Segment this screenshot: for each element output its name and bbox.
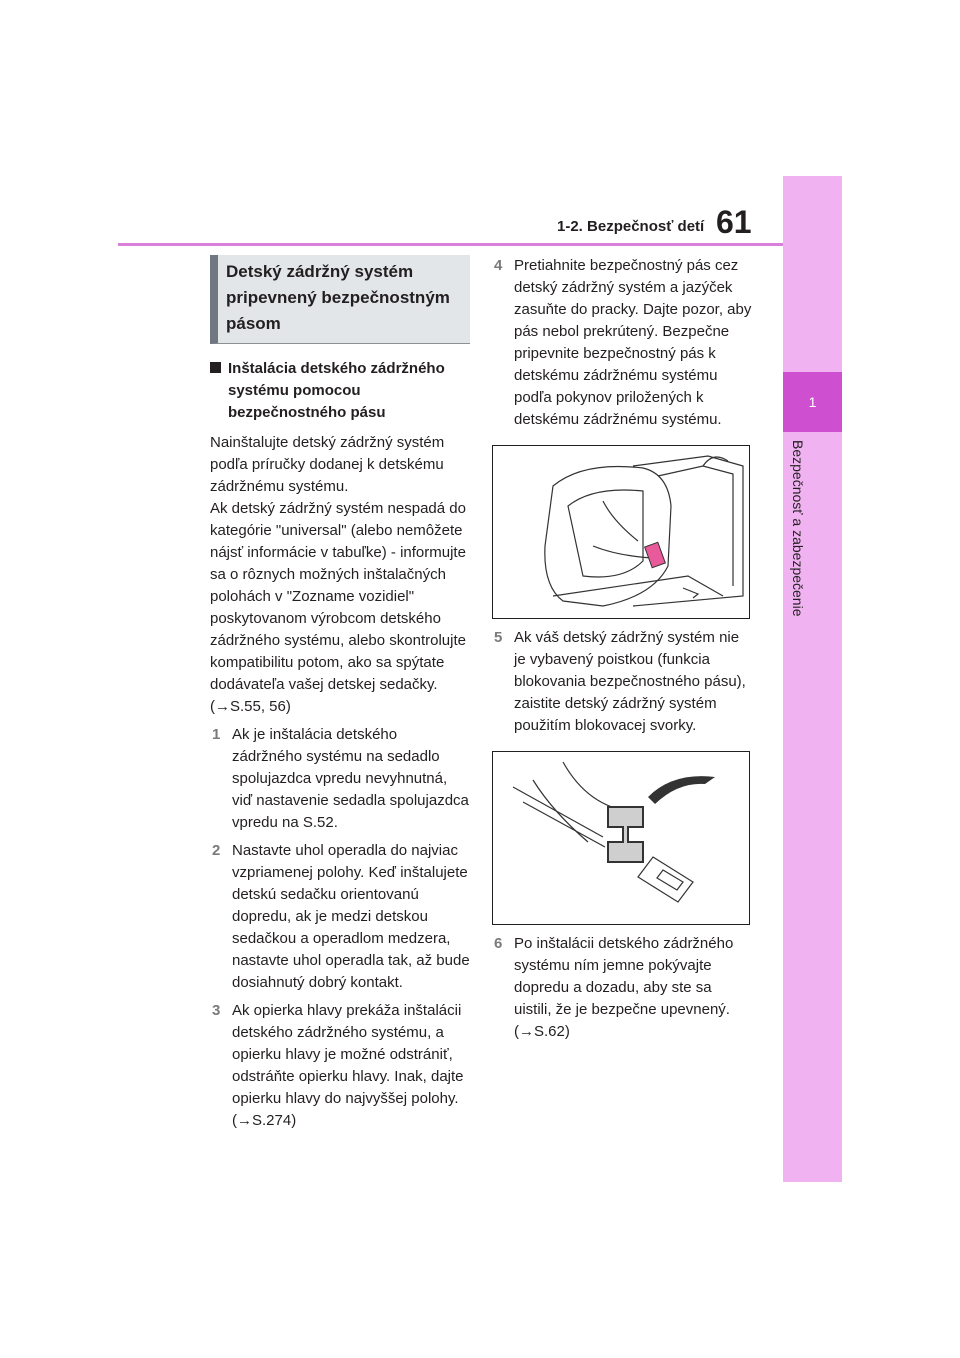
step-3 xyxy=(210,1000,470,1132)
step-4 xyxy=(492,255,752,431)
step-number: 2 xyxy=(212,842,221,859)
child-seat-illustration xyxy=(492,445,750,619)
step-5 xyxy=(492,627,752,737)
left-column xyxy=(210,255,470,1132)
child-seat-drawing xyxy=(493,446,749,618)
step-number: 6 xyxy=(494,935,503,952)
header-rule xyxy=(118,243,783,246)
section-title: Detský zádržný systém pripevnený bezpečnostným pásom xyxy=(210,255,470,344)
right-column xyxy=(492,255,752,1043)
chapter-tab-number: 1 xyxy=(808,394,817,410)
subheading xyxy=(210,358,470,424)
buckle-highlight xyxy=(645,542,666,567)
intro-paragraph xyxy=(210,432,470,718)
chapter-side-bar xyxy=(783,176,842,1182)
page-number: 61 xyxy=(716,204,752,240)
step-number: 4 xyxy=(494,257,503,274)
intro-text-2: Ak detský zádržný systém nespadá do kategórie "universal" (alebo nemôžete nájsť informácie v tabuľke) - informujte sa o rôznych možných inštalačných polohách v "Zozname vozidiel" poskytovanom výrobcom detského zádržného systému, alebo skontrolujte kompatibilitu potom, ako sa spýtate dodávateľa vašej detskej sedačky. (→S.55, 56) xyxy=(210,500,466,715)
step-number: 1 xyxy=(212,726,221,743)
chapter-title-vertical: Bezpečnosť a zabezpečenie xyxy=(790,440,806,617)
step-number: 5 xyxy=(494,629,503,646)
step-1 xyxy=(210,724,470,834)
step-6 xyxy=(492,933,752,1043)
locking-clip xyxy=(608,807,643,862)
square-bullet-icon xyxy=(210,362,221,373)
step-2 xyxy=(210,840,470,994)
step-text: Ak opierka hlavy prekáža inštalácii detského zádržného systému, a opierku hlavy je možné odstrániť, odstráňte opierku hlavy. Inak, dajte opierku hlavy do najvyššej polohy. (→S.274) xyxy=(232,1002,464,1129)
subheading-text: Inštalácia detského zádržného systému pomocou bezpečnostného pásu xyxy=(228,360,445,421)
intro-text: Nainštalujte detský zádržný systém podľa príručky dodanej k detskému zádržnému systému. xyxy=(210,434,445,495)
chapter-tab xyxy=(783,372,842,432)
header-section-title: 1-2. Bezpečnosť detí xyxy=(557,218,705,235)
step-number: 3 xyxy=(212,1002,221,1019)
arrow-icon xyxy=(648,776,715,804)
step-text: Pretiahnite bezpečnostný pás cez detský zádržný systém a jazýček zasuňte do pracky. Dajte pozor, aby pás nebol prekrútený. Bezpečne pripevnite bezpečnostný pás k detskému zádržnému systému podľa pokynov priložených k detskému zádržnému systému. xyxy=(514,257,752,428)
locking-clip-drawing xyxy=(493,752,749,924)
step-text: Ak váš detský zádržný systém nie je vybavený poistkou (funkcia blokovania bezpečnostného pásu), zaistite detský zádržný systém použitím blokovacej svorky. xyxy=(514,629,746,734)
step-text: Nastavte uhol operadla do najviac vzpriamenej polohy. Keď inštalujete detskú sedačku orientovanú dopredu, ak je medzi detskou sedačkou a operadlom medzera, nastavte uhol operadla tak, až bude dosiahnutý dobrý kontakt. xyxy=(232,842,470,991)
locking-clip-illustration xyxy=(492,751,750,925)
step-text: Ak je inštalácia detského zádržného systému na sedadlo spolujazdca vpredu nevyhnutná, viď nastavenie sedadla spolujazdca vpredu na S.52. xyxy=(232,726,469,831)
step-text: Po inštalácii detského zádržného systému ním jemne pokývajte dopredu a dozadu, aby ste sa uistili, že je bezpečne upevnený. (→S.62) xyxy=(514,935,734,1040)
